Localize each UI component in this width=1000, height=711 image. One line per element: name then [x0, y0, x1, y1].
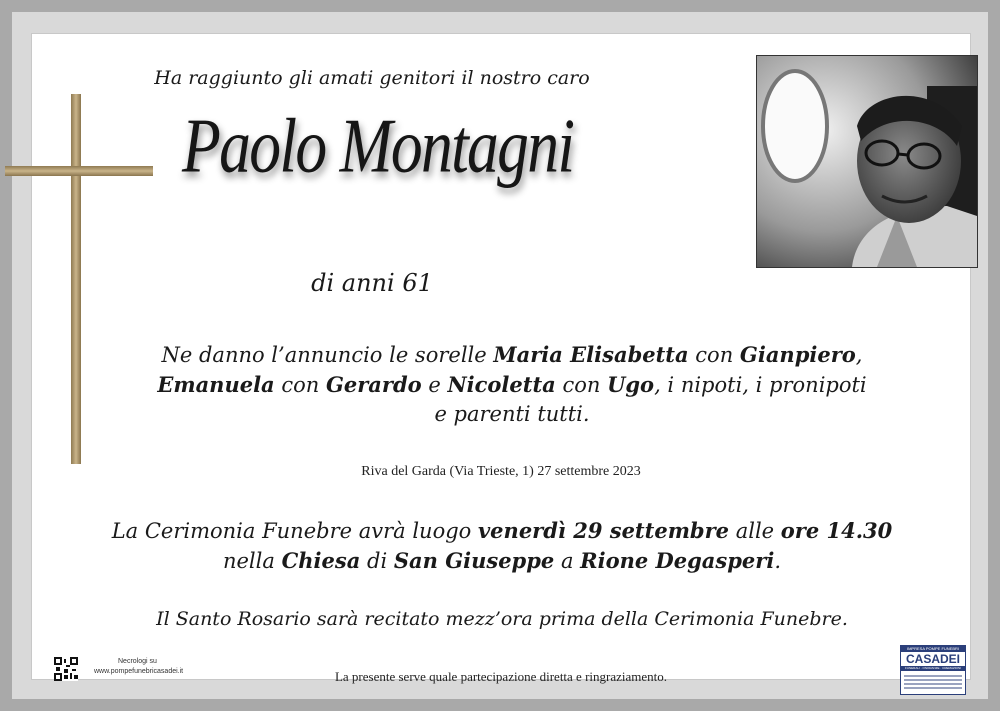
relative-name: Ugo: [607, 372, 655, 397]
announcement-part: ,: [855, 343, 863, 367]
ceremony-part: alle: [729, 519, 781, 543]
announcement-part: e parenti tutti.: [434, 402, 590, 426]
announcement-part: con: [274, 373, 326, 397]
ceremony-part: nella: [222, 549, 282, 573]
ceremony-time: ore 14.30: [780, 518, 893, 543]
relative-name: Emanuela: [157, 372, 275, 397]
announcement-part: e: [421, 373, 448, 397]
ceremony-venue: Chiesa: [281, 548, 361, 573]
age-line: di anni 61: [311, 269, 433, 297]
logo-contact-lines: [901, 671, 965, 693]
relative-name: Maria Elisabetta: [493, 342, 689, 367]
announcement-part: con: [688, 343, 740, 367]
rosary-line: Il Santo Rosario sarà recitato mezz’ora prima della Cerimonia Funebre.: [156, 608, 848, 630]
funeral-home-logo: [900, 645, 966, 695]
necrology-label: Necrologi su: [118, 658, 157, 665]
announcement-part: Ne danno l’annuncio le sorelle: [161, 343, 494, 367]
announcement-part: con: [555, 373, 608, 397]
ceremony-part: .: [774, 549, 782, 573]
ceremony-district: Rione Degasperi: [580, 548, 775, 573]
ceremony-part: a: [554, 549, 581, 573]
obituary-card: [31, 33, 971, 684]
footer-line: La presente serve quale partecipazione diretta e ringraziamento.: [334, 669, 668, 684]
relative-name: Gerardo: [325, 372, 422, 397]
ceremony-part: di: [360, 549, 394, 573]
relative-name: Gianpiero: [739, 342, 856, 367]
qr-code-icon[interactable]: [54, 657, 78, 681]
necrology-link[interactable]: [94, 657, 183, 677]
announcement-part: , i nipoti, i pronipoti: [654, 373, 867, 397]
ceremony-part: La Cerimonia Funebre avrà luogo: [111, 519, 478, 543]
logo-brand: CASADEI: [905, 652, 960, 666]
necrology-url[interactable]: www.pompefunebricasadei.it: [94, 668, 184, 675]
place-date: Riva del Garda (Via Trieste, 1) 27 settembre 2023: [361, 464, 641, 479]
relative-name: Nicoletta: [447, 372, 556, 397]
intro-line: Ha raggiunto gli amati genitori il nostro caro: [154, 67, 590, 89]
ceremony-church-name: San Giuseppe: [393, 548, 555, 573]
portrait-photo: [756, 55, 978, 268]
ceremony-text: [92, 516, 912, 576]
portrait-photo-drawing: [757, 56, 977, 267]
deceased-name: Paolo Montagni: [182, 103, 574, 190]
announcement-text: [112, 340, 912, 429]
ceremony-date: venerdì 29 settembre: [477, 518, 730, 543]
logo-top-text: IMPRESA POMPE FUNEBRI: [901, 646, 965, 652]
logo-subtitle: FUNERALI · ONORANZE · CREMAZIONI: [901, 666, 965, 671]
outer-frame: [12, 12, 988, 699]
